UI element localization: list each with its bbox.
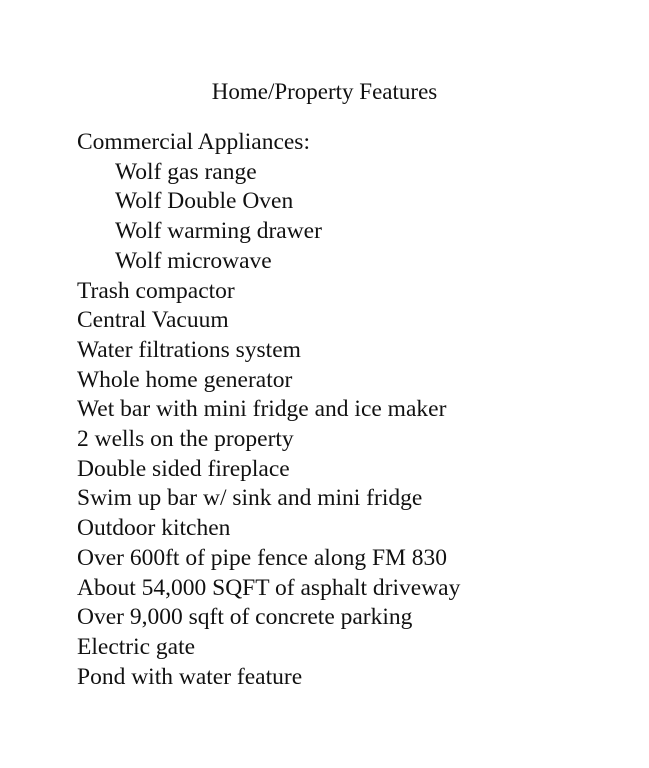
feature-item: Outdoor kitchen — [77, 515, 231, 542]
appliance-item: Wolf microwave — [115, 247, 272, 274]
feature-item: Over 600ft of pipe fence along FM 830 — [77, 544, 448, 571]
feature-item: About 54,000 SQFT of asphalt driveway — [77, 574, 461, 601]
feature-item: Pond with water feature — [77, 663, 303, 690]
feature-item: Trash compactor — [77, 277, 235, 304]
feature-list — [77, 128, 460, 692]
appliances-heading: Commercial Appliances: — [77, 129, 310, 155]
feature-item: Water filtrations system — [77, 336, 301, 363]
appliance-item: Wolf warming drawer — [115, 218, 322, 245]
feature-item: Central Vacuum — [77, 307, 229, 334]
appliance-item: Wolf Double Oven — [115, 188, 294, 215]
feature-item: Double sided fireplace — [77, 455, 290, 482]
feature-item: Over 9,000 sqft of concrete parking — [77, 604, 413, 631]
feature-item: Swim up bar w/ sink and mini fridge — [77, 485, 423, 512]
page-title: Home/Property Features — [211, 79, 438, 104]
feature-item: 2 wells on the property — [77, 426, 294, 453]
appliance-item: Wolf gas range — [115, 158, 257, 185]
feature-item: Wet bar with mini fridge and ice maker — [77, 396, 447, 423]
feature-item: Electric gate — [77, 633, 196, 660]
feature-item: Whole home generator — [77, 366, 293, 393]
